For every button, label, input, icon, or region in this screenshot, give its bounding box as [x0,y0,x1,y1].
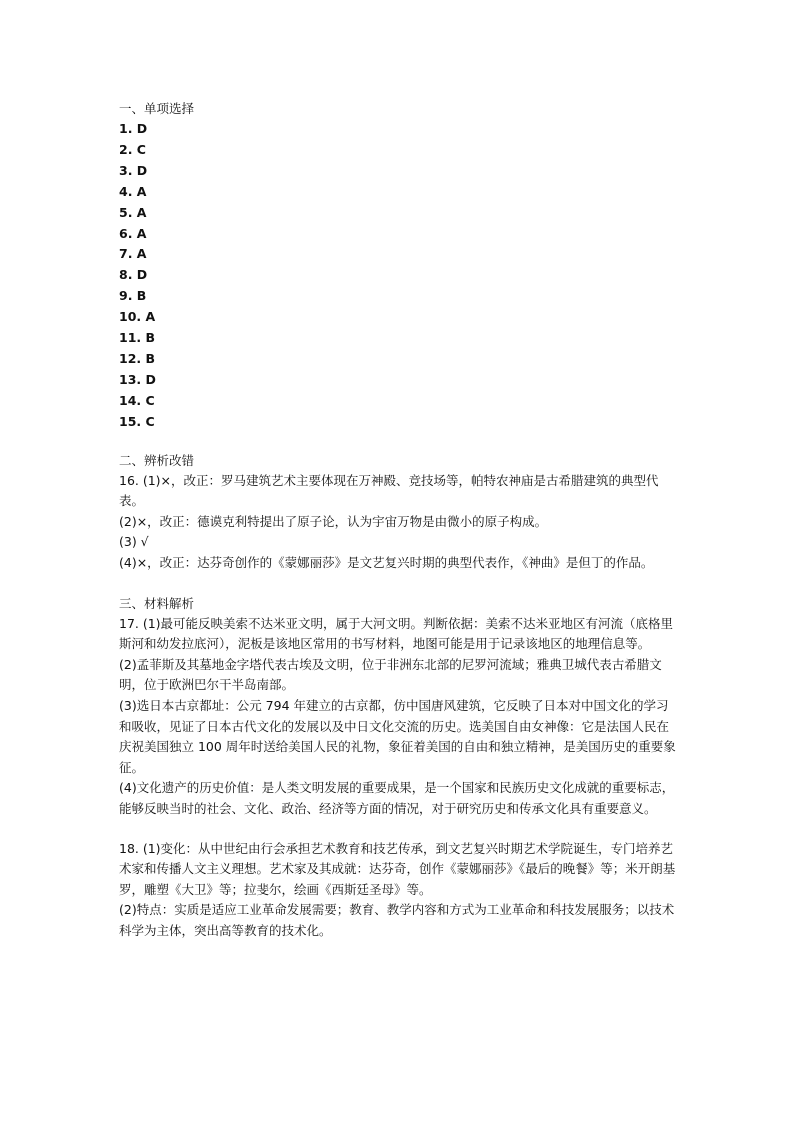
section-title-material-analysis: 三、材料解析 [119,595,195,611]
answer-item: 11. B [119,330,156,346]
answer-item: 14. C [119,392,155,408]
answer-key-content [119,99,679,941]
q18-paragraph: (2)特点：实质是适应工业革命发展需要；教育、教学内容和方式为工业革命和科技发展服务；以技术科学为主体，突出高等教育的技术化。 [119,902,675,938]
answer-item: 7. A [119,246,147,262]
correction-paragraph: (4)×，改正：达芬奇创作的《蒙娜丽莎》是文艺复兴时期的典型代表作，《神曲》是但丁的作品。 [119,554,654,570]
answer-item: 10. A [119,309,156,325]
answer-item: 3. D [119,162,148,178]
q17-paragraph: (3)选日本古京都址：公元 794 年建立的古京都，仿中国唐风建筑，它反映了日本对中国文化的学习和吸收，见证了日本古代文化的发展以及中日文化交流的历史。选美国自由女神像：它是法国人民在庆祝美国独立 100 周年时送给美国人民的礼物，象征着美国的自由和独立精神，是美国历史的重要象征。 [119,697,676,775]
answer-item: 9. B [119,288,147,304]
correction-paragraph: (3) √ [119,534,149,550]
q17-paragraph: (4)文化遗产的历史价值：是人类文明发展的重要成果，是一个国家和民族历史文化成就的重要标志，能够反映当时的社会、文化、政治、经济等方面的情况，对于研究历史和传承文化具有重要意义。 [119,780,675,816]
q18-paragraph: 18. (1)变化：从中世纪由行会承担艺术教育和技艺传承，到文艺复兴时期艺术学院诞生，专门培养艺术家和传播人文主义理想。艺术家及其成就：达芬奇，创作《蒙娜丽莎》《最后的晚餐》等；米开朗基罗，雕塑《大卫》等；拉斐尔，绘画《西斯廷圣母》等。 [119,840,676,897]
correction-paragraph: 16. (1)×，改正：罗马建筑艺术主要体现在万神殿、竞技场等，帕特农神庙是古希腊建筑的典型代表。 [119,472,659,509]
answer-item: 8. D [119,267,148,283]
answer-item: 4. A [119,183,147,199]
answer-item: 6. A [119,225,147,241]
answer-item: 1. D [119,121,148,136]
answer-item: 13. D [119,371,156,387]
answer-item: 15. C [119,413,155,429]
section-title-correction: 二、辨析改错 [119,452,195,468]
q17-paragraph: 17. (1)最可能反映美索不达米亚文明，属于大河文明。判断依据：美索不达米亚地区有河流（底格里斯河和幼发拉底河），泥板是该地区常用的书写材料，地图可能是用于记录该地区的地理信息等。 [119,615,674,652]
answer-item: 5. A [119,204,147,220]
section-title-single-choice: 一、单项选择 [119,101,195,116]
q17-paragraph: (2)孟菲斯及其墓地金字塔代表古埃及文明，位于非洲东北部的尼罗河流域；雅典卫城代表古希腊文明，位于欧洲巴尔干半岛南部。 [119,656,662,693]
answer-item: 2. C [119,141,146,157]
single-choice-answer-list [119,119,679,433]
answer-item: 12. B [119,350,156,366]
correction-paragraph: (2)×，改正：德谟克利特提出了原子论，认为宇宙万物是由微小的原子构成。 [119,513,548,529]
